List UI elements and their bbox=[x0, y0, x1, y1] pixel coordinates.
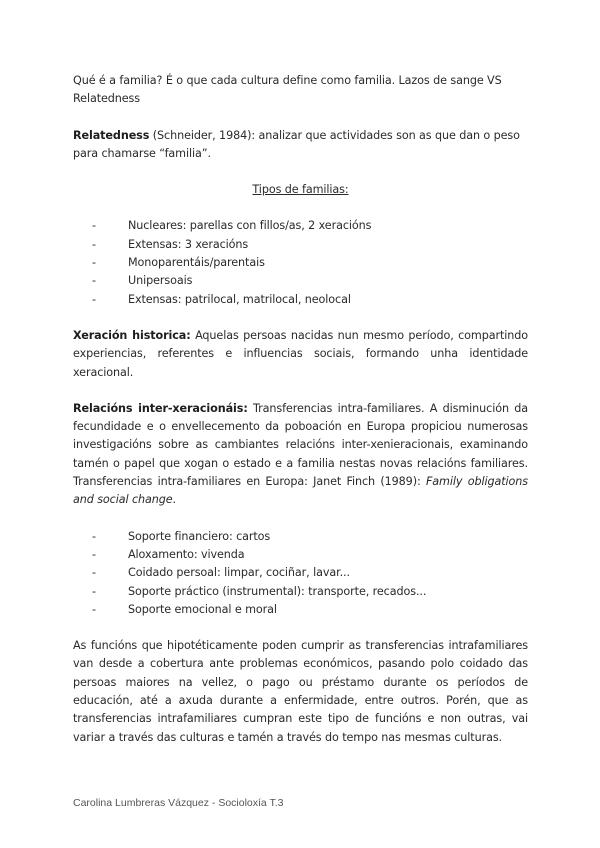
xeracion-term: Xeración historica: bbox=[73, 328, 191, 342]
relatedness-paragraph bbox=[73, 127, 528, 164]
document-body bbox=[73, 72, 528, 747]
tipos-heading-wrap bbox=[73, 181, 528, 199]
list-item: - Nucleares: parellas con fillos/as, 2 xeracións bbox=[92, 217, 528, 235]
funcions-paragraph: As funcións que hipotéticamente poden cumprir as transferencias intrafamiliares van desde a cobertura ante problemas económicos, pasando polo coidado das persoas maiores na vellez, o pago ou préstamo durante os períodos de educación, até a axuda durante a enfermidade, entre outros. Porén, que as transferencias intrafamiliares cumpran este tipo de funcións e non outras, vai variar a través das culturas e tamén a través do tempo nas mesmas culturas. bbox=[73, 639, 528, 744]
tipos-heading: Tipos de familias: bbox=[252, 183, 349, 197]
relacions-text: Transferencias intra-familiares. A disminución da fecundidade e o envellecemento da poboación en Europa propiciou numerosas investigacións sobre as cambiantes relacións inter-xenieracionais, examinando tamén o papel que xogan o estado e a familia nestas novas relacións familiares. Transferencias intra-familiares en Europa: Janet Finch (1989): bbox=[73, 401, 529, 489]
intro-paragraph: Qué é a familia? É o que cada cultura define como familia. Lazos de sange VS Relatedness bbox=[73, 74, 502, 106]
list-item: - Coidado persoal: limpar, cociñar, lavar... bbox=[92, 564, 528, 582]
tipos-list bbox=[73, 217, 528, 308]
book-title: Family obligations and social change bbox=[73, 475, 528, 507]
list-item: - Extensas: 3 xeracións bbox=[92, 236, 528, 254]
relacions-term: Relacións inter-xeracionáis: bbox=[73, 401, 248, 415]
list-item: - Unipersoais bbox=[92, 272, 528, 290]
list-item: - Soporte financiero: cartos bbox=[92, 528, 528, 546]
soportes-list bbox=[73, 528, 528, 619]
xeracion-paragraph bbox=[73, 327, 528, 382]
relacions-paragraph bbox=[73, 400, 528, 510]
xeracion-text: Aquelas persoas nacidas nun mesmo período, compartindo experiencias, referentes e influencias sociais, formando unha identidade xeracional. bbox=[73, 328, 528, 379]
page-footer: Carolina Lumbreras Vázquez - Socioloxía T.3 bbox=[73, 797, 284, 809]
relacions-end: . bbox=[172, 493, 176, 507]
list-item: - Soporte emocional e moral bbox=[92, 601, 528, 619]
list-item: - Extensas: patrilocal, matrilocal, neolocal bbox=[92, 291, 528, 309]
list-item: - Soporte práctico (instrumental): transporte, recados... bbox=[92, 583, 528, 601]
relatedness-term: Relatedness bbox=[73, 128, 150, 142]
relatedness-text: (Schneider, 1984): analizar que actividades son as que dan o peso para chamarse “familia”. bbox=[73, 128, 520, 160]
list-item: - Monoparentáis/parentais bbox=[92, 254, 528, 272]
list-item: - Aloxamento: vivenda bbox=[92, 546, 528, 564]
